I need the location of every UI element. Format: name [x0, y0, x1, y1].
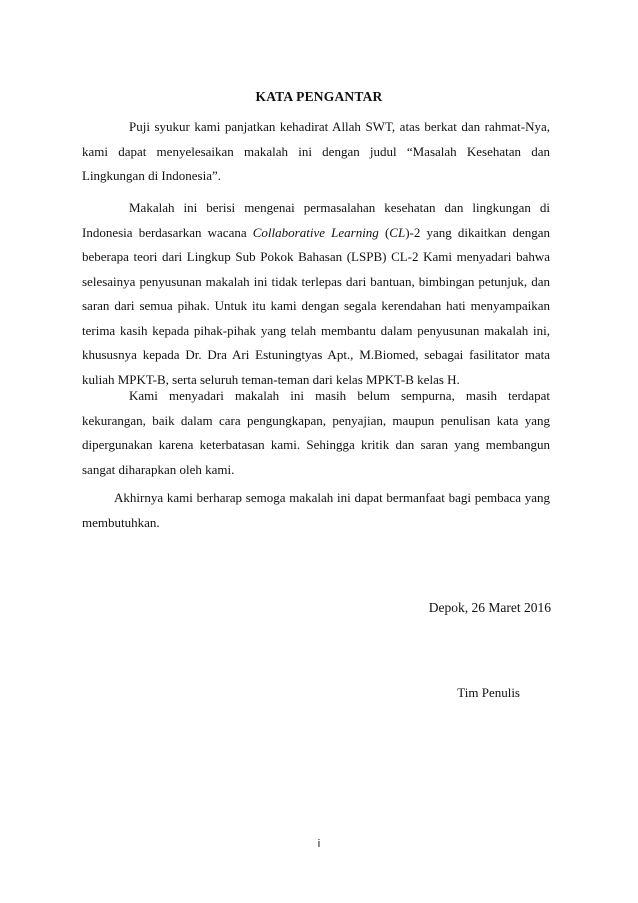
paragraph-2-italic-1: Collaborative Learning — [252, 224, 379, 240]
paragraph-2-part-2: ( — [378, 224, 390, 240]
paragraph-2 — [82, 196, 550, 392]
paragraph-3: Kami menyadari makalah ini masih belum sempurna, masih terdapat kekurangan, baik dalam cara pengungkapan, penyajian, maupun penulisan kata yang dipergunakan karena keterbatasan kami. Sehingga kritik dan saran yang membangun sangat diharapkan oleh kami. — [82, 388, 550, 477]
place-date: Depok, 26 Maret 2016 — [428, 600, 551, 615]
paragraph-2-italic-2: CL — [389, 224, 406, 240]
paragraph-1: Puji syukur kami panjatkan kehadirat Allah SWT, atas berkat dan rahmat-Nya, kami dapat menyelesaikan makalah ini dengan judul “Masalah Kesehatan dan Lingkungan di Indonesia”. — [82, 119, 550, 183]
page-number: i — [317, 838, 321, 850]
page-title: KATA PENGANTAR — [255, 89, 383, 104]
paragraph-2-part-1: Makalah ini berisi mengenai permasalahan kesehatan dan lingkungan di Indonesia berdasarkan wacana — [82, 200, 550, 240]
paragraph-2-part-3: )-2 yang dikaitkan dengan beberapa teori dari Lingkup Sub Pokok Bahasan (LSPB) CL-2 Kami menyadari bahwa selesainya penyusunan makalah ini tidak terlepas dari bantuan, bimbingan petunjuk, dan saran dari semua pihak. Untuk itu kami dengan segala kerendahan hati menyampaikan terima kasih kepada pihak-pihak yang telah membantu dalam penyusunan makalah ini, khususnya kepada Dr. Dra Ari Estuningtyas Apt., M.Biomed, sebagai fasilitator mata kuliah MPKT-B, serta seluruh teman-teman dari kelas MPKT-B kelas H. — [82, 224, 550, 387]
paragraph-4: Akhirnya kami berharap semoga makalah ini dapat bermanfaat bagi pembaca yang membutuhkan. — [82, 490, 550, 530]
author-signature: Tim Penulis — [457, 685, 520, 700]
